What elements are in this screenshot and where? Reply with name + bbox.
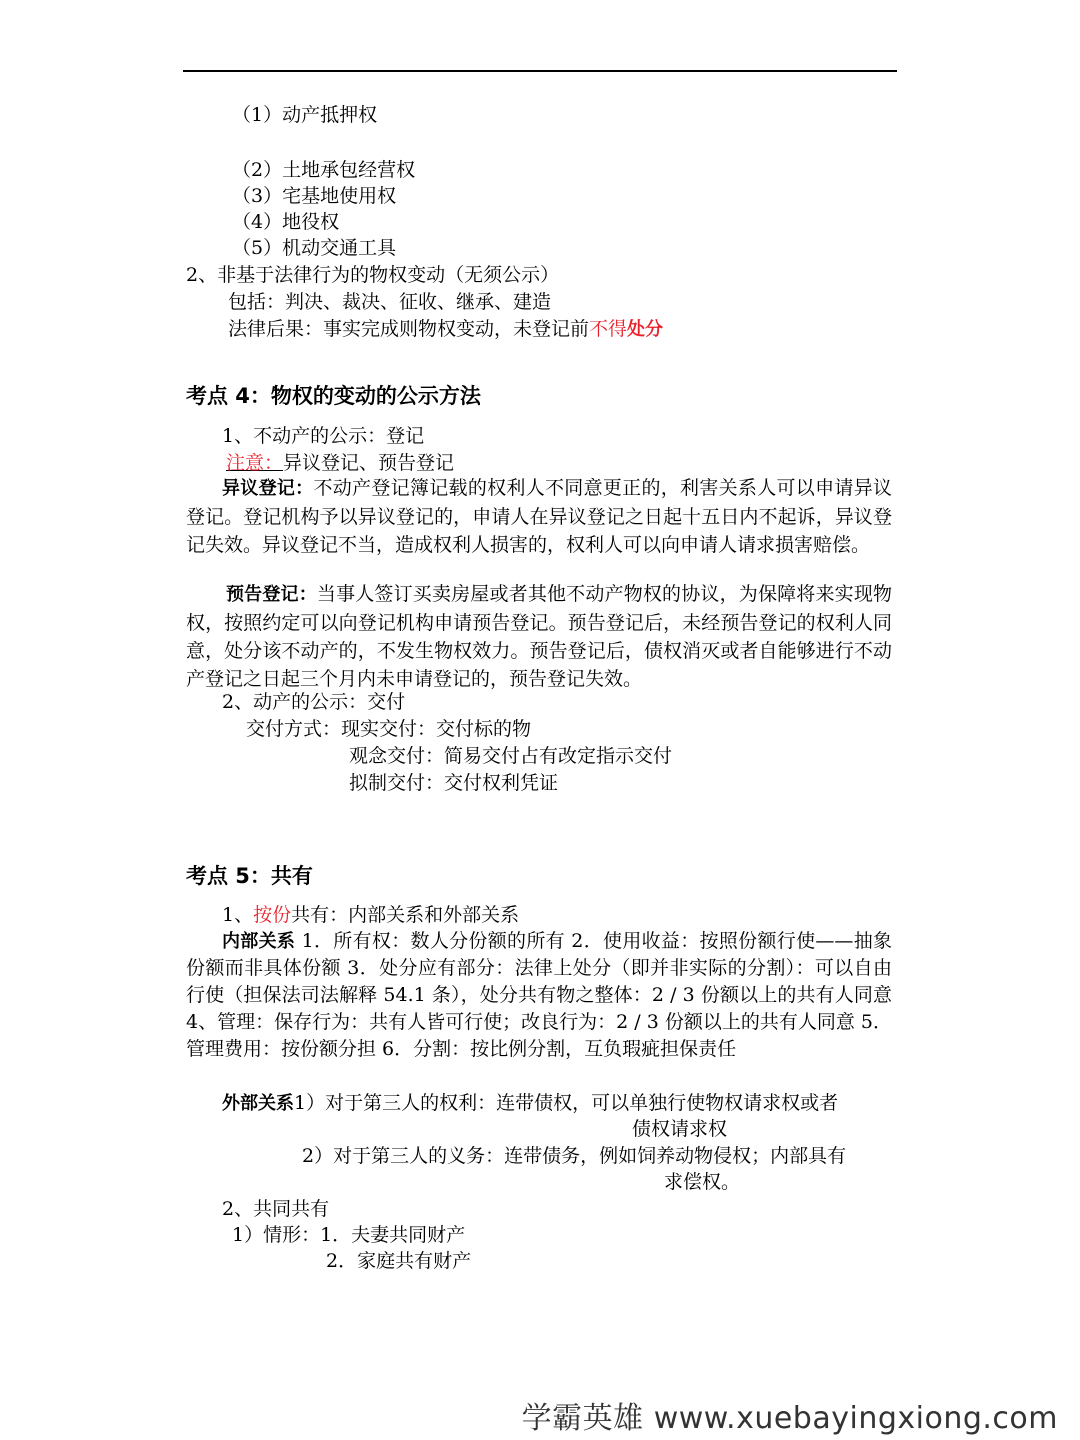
yugao-paragraph — [186, 580, 892, 693]
kaodian4-item1: 1、不动产的公示：登记 — [222, 425, 425, 447]
situation-line-2: 2．家庭共有财产 — [326, 1250, 472, 1272]
kaodian4-item2: 2、动产的公示：交付 — [222, 691, 406, 713]
yiyi-paragraph — [186, 474, 892, 559]
section2-includes: 包括：判决、裁决、征收、继承、建造 — [228, 291, 552, 313]
note-label: 注意： — [226, 452, 284, 474]
list-item: （4）地役权 — [232, 211, 340, 233]
kaodian5-item1 — [222, 902, 519, 928]
list-item: （3）宅基地使用权 — [232, 185, 397, 207]
external-label: 外部关系 — [222, 1093, 294, 1114]
internal-label: 内部关系 — [222, 931, 296, 952]
kaodian5-item2: 2、共同共有 — [222, 1198, 330, 1220]
delivery-line-1: 交付方式：现实交付：交付标的物 — [246, 718, 532, 740]
internal-paragraph — [186, 928, 892, 1063]
note-text: 异议登记、预告登记 — [283, 452, 455, 474]
situation-line-1: 1）情形：1．夫妻共同财产 — [232, 1224, 466, 1246]
consequence-red: 不得 — [589, 318, 628, 340]
item1-prefix: 1、 — [222, 904, 254, 926]
item1-red: 按份 — [253, 904, 292, 926]
header-rule — [183, 70, 897, 72]
external-2a: 2）对于第三人的义务：连带债务，例如饲养动物侵权；内部具有 — [302, 1145, 847, 1167]
external-1b: 债权请求权 — [632, 1118, 728, 1140]
list-item: （2）土地承包经营权 — [232, 159, 416, 181]
section2-consequence — [228, 316, 663, 343]
consequence-redbold: 处分 — [627, 319, 664, 340]
kaodian4-heading: 考点 4：物权的变动的公示方法 — [186, 384, 481, 408]
yiyi-text: 不动产登记簿记载的权利人不同意更正的，利害关系人可以申请异议登记。登记机构予以异议登记的，申请人在异议登记之日起十五日内不起诉，异议登记失效。异议登记不当，造成权利人损害的，权利人可以向申请人请求损害赔偿。 — [186, 477, 892, 556]
yugao-label: 预告登记： — [226, 584, 317, 605]
list-item: （1）动产抵押权 — [232, 104, 378, 126]
consequence-text: 法律后果：事实完成则物权变动，未登记前 — [228, 318, 590, 340]
watermark: 学霸英雄 www.xuebayingxiong.com — [521, 1401, 1058, 1436]
delivery-line-2: 观念交付：简易交付占有改定指示交付 — [349, 745, 673, 767]
yiyi-label: 异议登记： — [222, 478, 314, 499]
external-2b: 求偿权。 — [664, 1171, 741, 1193]
kaodian5-heading: 考点 5：共有 — [186, 864, 313, 888]
yugao-text: 当事人签订买卖房屋或者其他不动产物权的协议，为保障将来实现物权，按照约定可以向登记机构申请预告登记。预告登记后，未经预告登记的权利人同意，处分该不动产的，不发生物权效力。预告登记后，债权消灭或者自能够进行不动产登记之日起三个月内未申请登记的，预告登记失效。 — [186, 583, 892, 690]
list-item: （5）机动交通工具 — [232, 237, 397, 259]
section2-title: 2、非基于法律行为的物权变动（无须公示） — [186, 264, 560, 286]
external-1a: 1）对于第三人的权利：连带债权，可以单独行使物权请求权或者 — [294, 1092, 839, 1114]
internal-text: 1．所有权：数人分份额的所有 2．使用收益：按照份额行使——抽象份额而非具体份额 3．处分应有部分：法律上处分（即并非实际的分割）：可以自由行使（担保法司法解释 54.1 条），处分共有物之整体：2 / 3 份额以上的共有人同意 4、管理：保存行为：共有人皆可行使；改良行为：2 / 3 份额以上的共有人同意 5．管理费用：按份额分担 6．分割：按比例分割，互负瑕疵担保责任 — [186, 930, 892, 1060]
item1-suffix: 共有：内部关系和外部关系 — [291, 904, 520, 926]
kaodian4-note — [226, 450, 454, 476]
external-line-1 — [222, 1090, 838, 1117]
delivery-line-3: 拟制交付：交付权利凭证 — [349, 772, 559, 794]
